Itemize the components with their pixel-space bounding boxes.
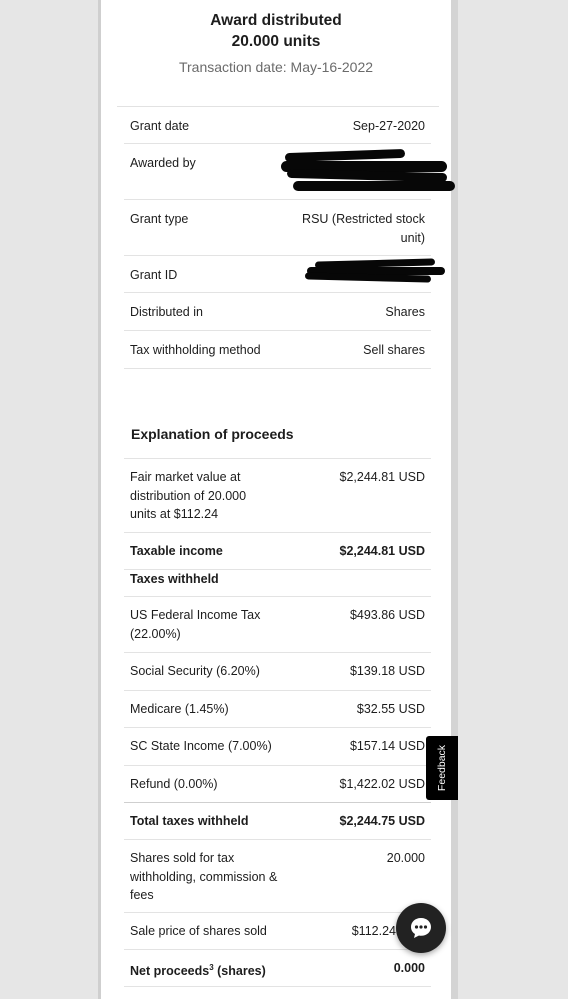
header-divider bbox=[117, 106, 439, 107]
award-title: Award distributed bbox=[210, 12, 342, 29]
net-proceeds-text: Net proceeds bbox=[130, 964, 210, 979]
net-proceeds-label bbox=[130, 959, 330, 981]
tax-value: $157.14 USD bbox=[349, 739, 425, 753]
row-divider bbox=[124, 802, 431, 803]
row-divider bbox=[124, 199, 431, 200]
chat-button[interactable] bbox=[396, 903, 446, 953]
row-divider bbox=[124, 596, 431, 597]
footnote-marker[interactable]: 3 bbox=[209, 963, 214, 972]
award-detail-card bbox=[101, 0, 451, 999]
redaction-mark bbox=[293, 181, 455, 191]
page-edge-right bbox=[451, 0, 458, 999]
row-divider bbox=[124, 986, 431, 987]
detail-value: Shares bbox=[385, 305, 425, 319]
sale-price-value: $112.24 bbox=[351, 924, 396, 938]
taxes-header-label: Taxes withheld bbox=[130, 572, 219, 586]
net-proceeds-suffix: (shares) bbox=[213, 964, 266, 979]
proceeds-label: Fair market value at distribution of 20.000 units at $112.24 bbox=[130, 470, 247, 521]
tax-label: Medicare (1.45%) bbox=[130, 702, 229, 716]
proceeds-label: Taxable income bbox=[130, 544, 223, 558]
row-divider bbox=[124, 652, 431, 653]
transaction-date: Transaction date: May-16-2022 bbox=[178, 59, 374, 75]
net-proceeds-value: 0.000 bbox=[393, 961, 425, 975]
tax-label: Refund (0.00%) bbox=[130, 777, 218, 791]
tax-label: SC State Income (7.00%) bbox=[130, 739, 272, 753]
detail-label: Grant date bbox=[130, 119, 190, 133]
row-divider bbox=[124, 765, 431, 766]
proceeds-value: $2,244.81 USD bbox=[339, 544, 425, 558]
total-value: $2,244.75 USD bbox=[339, 814, 425, 828]
detail-label: Grant type bbox=[130, 212, 189, 226]
proceeds-value: $2,244.81 USD bbox=[339, 470, 425, 484]
award-units: 20.000 units bbox=[231, 33, 321, 50]
row-divider bbox=[124, 458, 431, 459]
sale-price-label: Sale price of shares sold bbox=[130, 924, 267, 938]
tax-value: $493.86 USD bbox=[349, 608, 425, 622]
detail-label: Distributed in bbox=[130, 305, 203, 319]
detail-label: Tax withholding method bbox=[130, 343, 261, 357]
tax-value: $139.18 USD bbox=[349, 664, 425, 678]
row-divider bbox=[124, 330, 431, 331]
row-divider bbox=[124, 727, 431, 728]
row-divider bbox=[124, 912, 431, 913]
tax-value: $32.55 USD bbox=[356, 702, 425, 716]
chat-bubble-icon bbox=[409, 916, 433, 940]
row-divider bbox=[124, 143, 431, 144]
feedback-tab[interactable] bbox=[426, 736, 458, 800]
detail-label: Grant ID bbox=[130, 268, 178, 282]
row-divider bbox=[124, 255, 431, 256]
tax-value: $1,422.02 USD bbox=[339, 777, 425, 791]
row-divider bbox=[124, 292, 431, 293]
feedback-label: Feedback bbox=[436, 744, 448, 792]
detail-value: RSU (Restricted stock unit) bbox=[302, 212, 425, 245]
row-divider bbox=[124, 690, 431, 691]
total-label: Total taxes withheld bbox=[130, 814, 249, 828]
row-divider bbox=[124, 532, 431, 533]
award-header bbox=[101, 0, 451, 77]
detail-value: Sep-27-2020 bbox=[352, 119, 425, 133]
row-divider bbox=[124, 368, 431, 369]
shares-sold-value: 20.000 bbox=[386, 851, 425, 865]
shares-sold-label: Shares sold for tax withholding, commission & fees bbox=[130, 851, 278, 902]
row-divider bbox=[124, 949, 431, 950]
tax-label: US Federal Income Tax (22.00%) bbox=[130, 608, 261, 641]
detail-label: Awarded by bbox=[130, 156, 196, 170]
detail-value: Sell shares bbox=[363, 343, 425, 357]
section-title-proceeds: Explanation of proceeds bbox=[131, 426, 294, 442]
row-divider bbox=[124, 839, 431, 840]
tax-label: Social Security (6.20%) bbox=[130, 664, 260, 678]
